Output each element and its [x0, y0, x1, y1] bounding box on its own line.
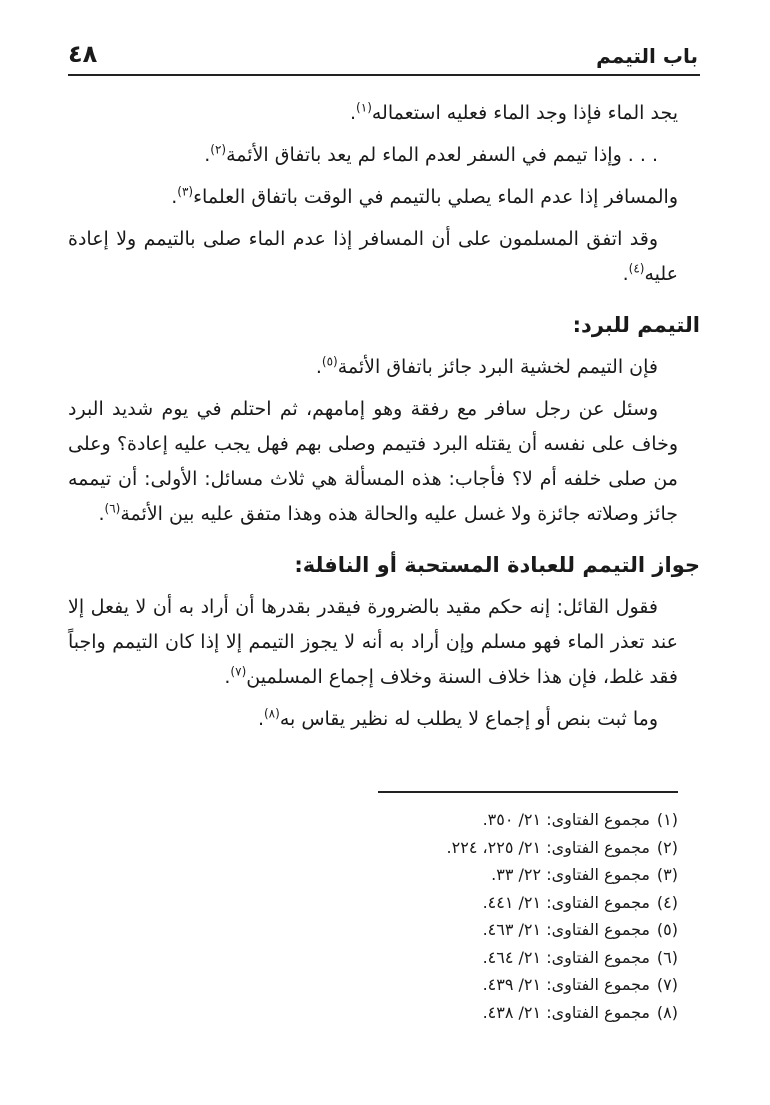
paragraph-2: . . . وإذا تيمم في السفر لعدم الماء لم يعد باتفاق الأئمة$^{(٢)}$.	[204, 142, 658, 166]
footnotes	[300, 806, 678, 1026]
footnote-3: (٣)مجموع الفتاوى: ٢٢/ ٣٣.	[491, 865, 678, 884]
footnote-ref-1[interactable]: (١)	[356, 100, 372, 115]
footnote-1: (١)مجموع الفتاوى: ٢١/ ٣٥٠.	[482, 810, 678, 829]
footnote-ref-2[interactable]: (٢)	[210, 142, 227, 157]
footnote-2: (٢)مجموع الفتاوى: ٢١/ ٢٢٥، ٢٢٤.	[446, 837, 678, 857]
paragraph-3: والمسافر إذا عدم الماء يصلي بالتيمم في الوقت باتفاق العلماء$^{(٣)}$.	[171, 184, 678, 208]
footnote-5: (٥)مجموع الفتاوى: ٢١/ ٤٦٣.	[482, 920, 678, 939]
paragraph-5: فإن التيمم لخشية البرد جائز باتفاق الأئمة$^{(٥)}$.	[315, 354, 658, 378]
footnote-7: (٧)مجموع الفتاوى: ٢١/ ٤٣٩.	[482, 975, 678, 994]
footnote-ref-4[interactable]: (٤)	[628, 261, 645, 276]
running-title: باب التيمم	[596, 44, 698, 68]
footnote-ref-3[interactable]: (٣)	[177, 184, 194, 199]
footnote-4: (٤)مجموع الفتاوى: ٢١/ ٤٤١.	[482, 892, 678, 912]
section-heading-cold: التيمم للبرد:	[572, 313, 700, 337]
paragraph-8: وما ثبت بنص أو إجماع لا يطلب له نظير يقاس به$^{(٨)}$.	[257, 706, 658, 730]
section-heading-voluntary: جواز التيمم للعبادة المستحبة أو النافلة:	[294, 553, 700, 577]
footnote-ref-7[interactable]: (٧)	[230, 664, 247, 679]
page-header	[68, 38, 700, 76]
footnote-6: (٦)مجموع الفتاوى: ٢١/ ٤٦٤.	[482, 947, 678, 967]
footnote-8: (٨)مجموع الفتاوى: ٢١/ ٤٣٨.	[482, 1002, 678, 1022]
footnote-ref-6[interactable]: (٦)	[104, 501, 121, 516]
main-text	[68, 96, 700, 744]
footnote-ref-5[interactable]: (٥)	[321, 354, 338, 369]
page-number: ٤٨	[68, 40, 98, 68]
paragraph-4: وقد اتفق المسلمون على أن المسافر إذا عدم الماء صلى بالتيمم ولا إعادة عليه$^{(٤)}$.	[68, 228, 678, 285]
footnote-divider	[378, 791, 678, 793]
paragraph-6: وسئل عن رجل سافر مع رفقة وهو إمامهم، ثم احتلم في يوم شديد البرد وخاف على نفسه أن يقتله البرد فتيمم وصلى بهم فهل يجب عليه إعادة؟ وعلى من صلى خلفه أم لا؟ فأجاب: هذه المسألة هي ثلاث مسائل: الأولى: أن تيممه جائز وصلاته جائزة ولا غسل عليه والحالة هذه وهذا متفق عليه بين الأئمة$^{(٦)}$.	[68, 398, 678, 525]
footnote-ref-8[interactable]: (٨)	[263, 706, 280, 721]
paragraph-1: يجد الماء فإذا وجد الماء فعليه استعماله$^{(١)}$.	[350, 100, 678, 124]
paragraph-7: فقول القائل: إنه حكم مقيد بالضرورة فيقدر بقدرها أن أراد به أن لا يفعل إلا عند تعذر الماء فهو مسلم وإن أراد به أنه لا يجوز التيمم إلا إذا كان التيمم واجباً فقد غلط، فإن هذا خلاف السنة وخلاف إجماع المسلمين$^{(٧)}$.	[68, 596, 678, 688]
